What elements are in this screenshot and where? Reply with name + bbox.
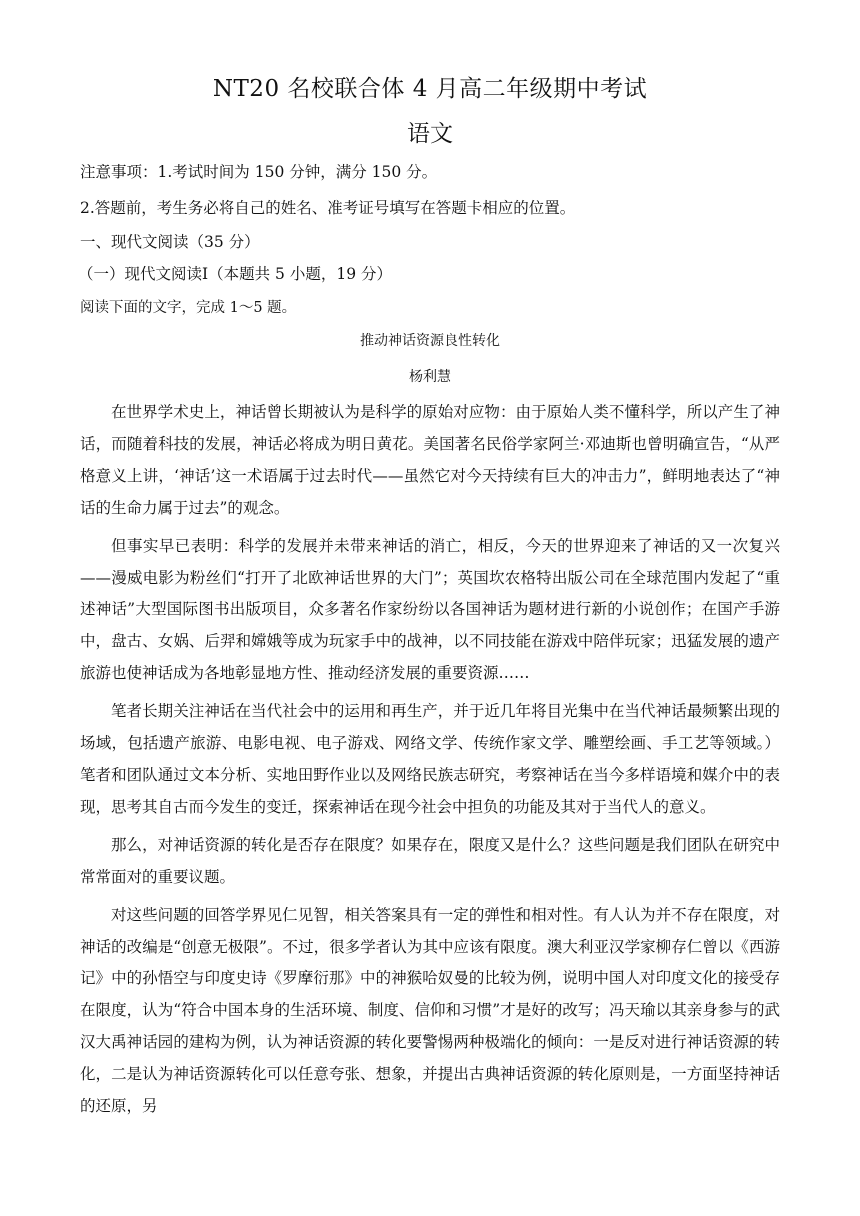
article-title: 推动神话资源良性转化 [360, 333, 500, 349]
reading-instruction: 阅读下面的文字，完成 1～5 题。 [80, 300, 297, 316]
article-paragraph-1: 在世界学术史上，神话曾长期被认为是科学的原始对应物：由于原始人类不懂科学，所以产生了神话，而随着科技的发展，神话必将成为明日黄花。美国著名民俗学家阿兰·邓迪斯也曾明确宣告，“从严格意义上讲，‘神话’这一术语属于过去时代——虽然它对今天持续有巨大的冲击力”，鲜明地表达了“神话的生命力属于过去”的观念。 [80, 403, 780, 517]
section-subheading: （一）现代文阅读Ⅰ（本题共 5 小题，19 分） [78, 265, 392, 283]
article-paragraph-2: 但事实早已表明：科学的发展并未带来神话的消亡，相反，今天的世界迎来了神话的又一次复兴——漫威电影为粉丝们“打开了北欧神话世界的大门”；英国坎农格特出版公司在全球范围内发起了“重述神话”大型国际图书出版项目，众多著名作家纷纷以各国神话为题材进行新的小说创作；在国产手游中，盘古、女娲、后羿和嫦娥等成为玩家手中的战神，以不同技能在游戏中陪伴玩家；迅猛发展的遗产旅游也使神话成为各地彰显地方性、推动经济发展的重要资源…… [80, 536, 780, 683]
section-heading: 一、现代文阅读（35 分） [80, 233, 260, 251]
notice-line-2: 2.答题前，考生务必将自己的姓名、准考证号填写在答题卡相应的位置。 [80, 199, 576, 217]
exam-subject: 语文 [407, 121, 453, 147]
article-paragraph-3: 笔者长期关注神话在当代社会中的运用和再生产，并于近几年将目光集中在当代神话最频繁出现的场域，包括遗产旅游、电影电视、电子游戏、网络文学、传统作家文学、雕塑绘画、手工艺等领域。）笔者和团队通过文本分析、实地田野作业以及网络民族志研究，考察神话在当今多样语境和媒介中的表现，思考其自古而今发生的变迁，探索神话在现今社会中担负的功能及其对于当代人的意义。 [80, 702, 780, 816]
article-paragraph-5: 对这些问题的回答学界见仁见智，相关答案具有一定的弹性和相对性。有人认为并不存在限度，对神话的改编是“创意无极限”。不过，很多学者认为其中应该有限度。澳大利亚汉学家柳存仁曾以《西游记》中的孙悟空与印度史诗《罗摩衍那》中的神猴哈奴曼的比较为例，说明中国人对印度文化的接受存在限度，认为“符合中国本身的生活环境、制度、信仰和习惯”才是好的改写；冯天瑜以其亲身参与的武汉大禹神话园的建构为例，认为神话资源的转化要警惕两种极端化的倾向：一是反对进行神话资源的转化，二是认为神话资源转化可以任意夸张、想象，并提出古典神话资源的转化原则是，一方面坚持神话的还原，另 [80, 905, 780, 1116]
exam-title: NT20 名校联合体 4 月高二年级期中考试 [212, 76, 648, 102]
article-body [80, 397, 780, 1123]
notice-line-1: 注意事项：1.考试时间为 150 分钟，满分 150 分。 [80, 163, 438, 181]
article-paragraph-4: 那么，对神话资源的转化是否存在限度？如果存在，限度又是什么？这些问题是我们团队在研究中常常面对的重要议题。 [80, 835, 780, 886]
article-author: 杨利慧 [409, 369, 451, 385]
